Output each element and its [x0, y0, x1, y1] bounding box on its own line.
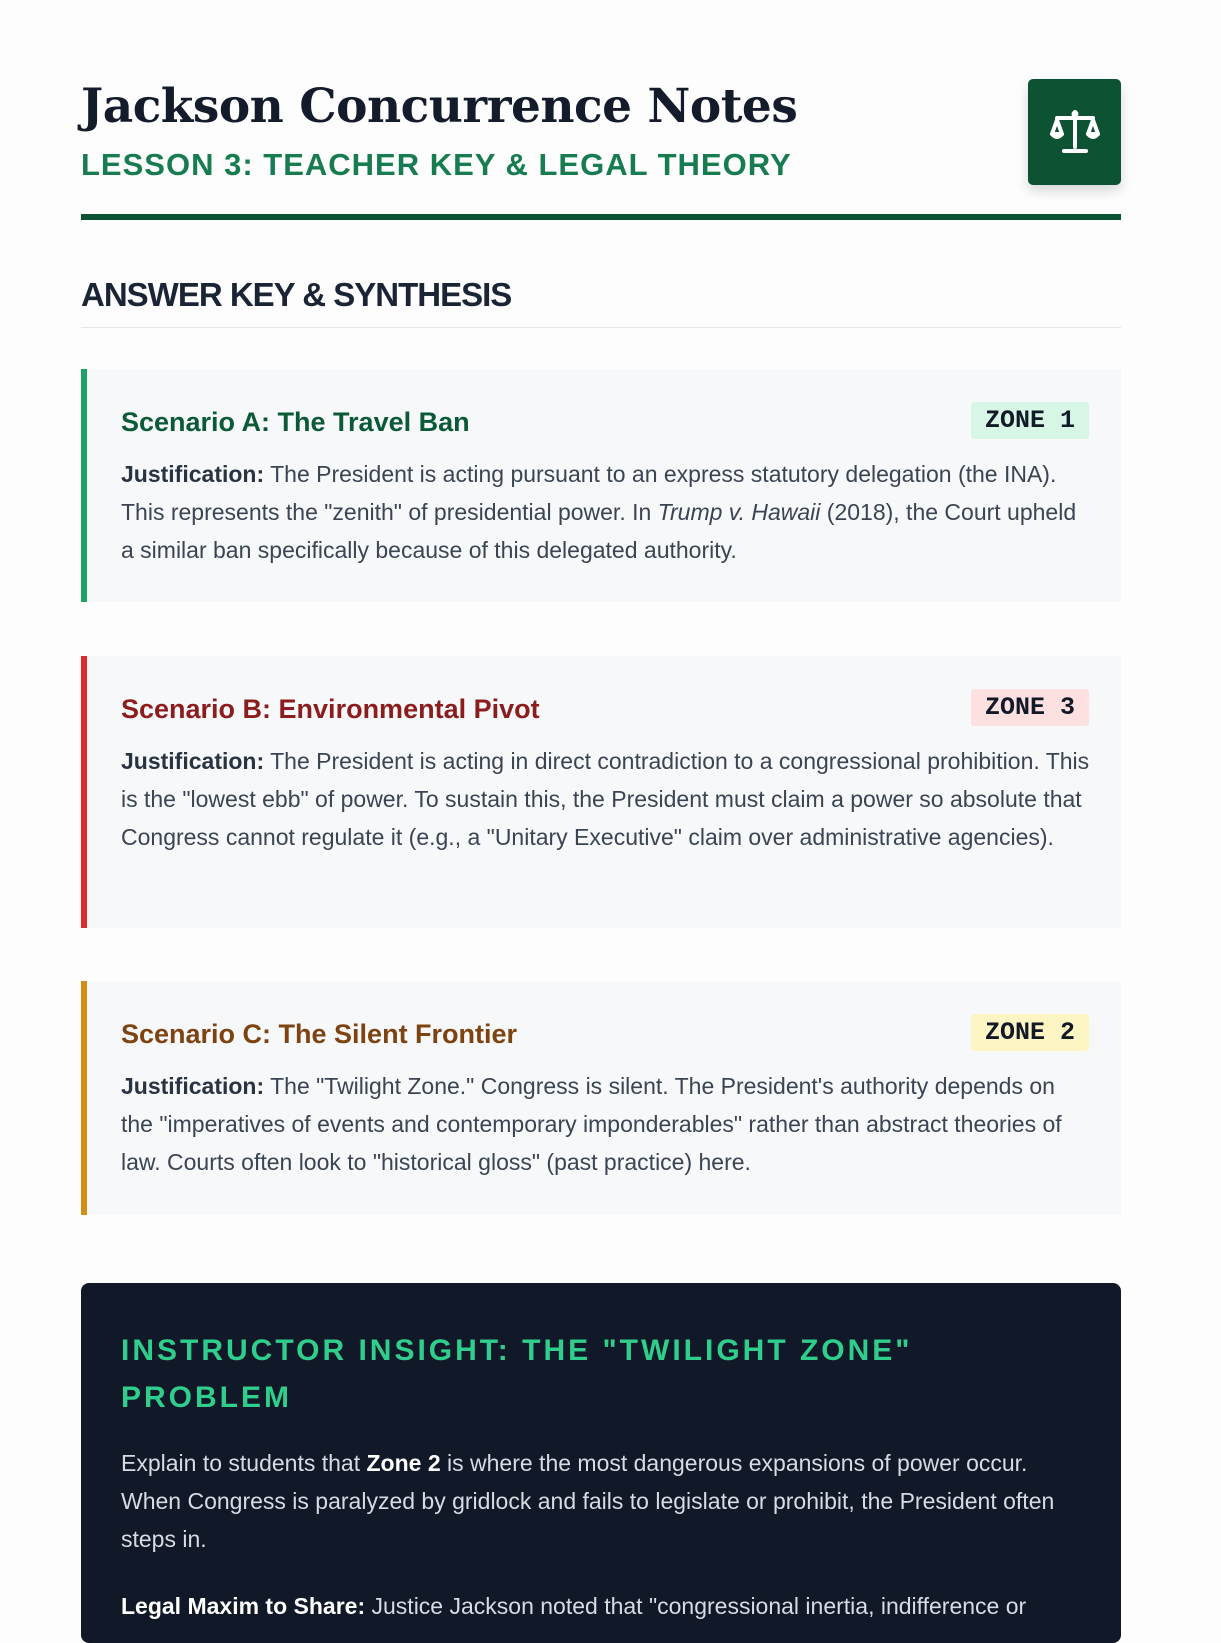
maxim-text: Justice Jackson noted that "congressional inertia, indifference or	[365, 1593, 1027, 1619]
scales-icon	[1050, 107, 1100, 157]
zone-badge: ZONE 3	[971, 689, 1089, 726]
scenario-justification	[121, 742, 1091, 856]
scenario-card-a	[81, 369, 1121, 602]
scenario-title: Scenario B: Environmental Pivot	[121, 694, 540, 724]
scenario-justification	[121, 1067, 1091, 1181]
justification-text: The President is acting pursuant to an express statutory delegation (the INA). This represents the "zenith" of presidential power. In	[121, 461, 1057, 525]
insight-text: Explain to students that	[121, 1450, 367, 1476]
case-name: Trump v. Hawaii	[657, 499, 821, 525]
zone-badge: ZONE 2	[971, 1014, 1089, 1051]
justification-text: The President is acting in direct contradiction to a congressional prohibition. This is the "lowest ebb" of power. To sustain this, the President must claim a power so absolute that Congress cannot regulate it (e.g., a "Unitary Executive" claim over administrative agencies).	[121, 748, 1090, 850]
page-subtitle: LESSON 3: TEACHER KEY & LEGAL THEORY	[81, 147, 792, 182]
scenario-justification	[121, 455, 1091, 569]
logo-tile	[1028, 79, 1121, 185]
scenario-title: Scenario A: The Travel Ban	[121, 407, 470, 437]
section-heading: ANSWER KEY & SYNTHESIS	[81, 276, 512, 313]
maxim-label: Legal Maxim to Share:	[121, 1593, 366, 1619]
section-divider	[81, 327, 1121, 328]
zone-badge: ZONE 1	[971, 402, 1089, 439]
justification-label: Justification:	[121, 461, 265, 487]
page-header	[81, 79, 1121, 220]
scenario-title: Scenario C: The Silent Frontier	[121, 1019, 518, 1049]
scenario-card-c	[81, 981, 1121, 1215]
insight-emphasis: Zone 2	[366, 1450, 441, 1476]
insight-text-continued: is where the most dangerous expansions of power occur. When Congress is paralyzed by gridlock and fails to legislate or prohibit, the President often steps in.	[121, 1450, 1055, 1552]
justification-text-continued: (2018), the Court upheld a similar ban specifically because of this delegated authority.	[121, 499, 1077, 563]
insight-body	[121, 1444, 1086, 1558]
scenario-card-b	[81, 656, 1121, 928]
justification-label: Justification:	[121, 748, 265, 774]
header-divider	[81, 214, 1121, 220]
instructor-insight-panel	[81, 1283, 1121, 1643]
legal-maxim	[121, 1587, 1221, 1625]
insight-title: INSTRUCTOR INSIGHT: THE "TWILIGHT ZONE" PROBLEM	[121, 1334, 913, 1414]
justification-text: The "Twilight Zone." Congress is silent. The President's authority depends on the "imperatives of events and contemporary imponderables" rather than abstract theories of law. Courts often look to "historical gloss" (past practice) here.	[121, 1073, 1062, 1175]
page-title: Jackson Concurrence Notes	[81, 79, 798, 134]
justification-label: Justification:	[121, 1073, 265, 1099]
